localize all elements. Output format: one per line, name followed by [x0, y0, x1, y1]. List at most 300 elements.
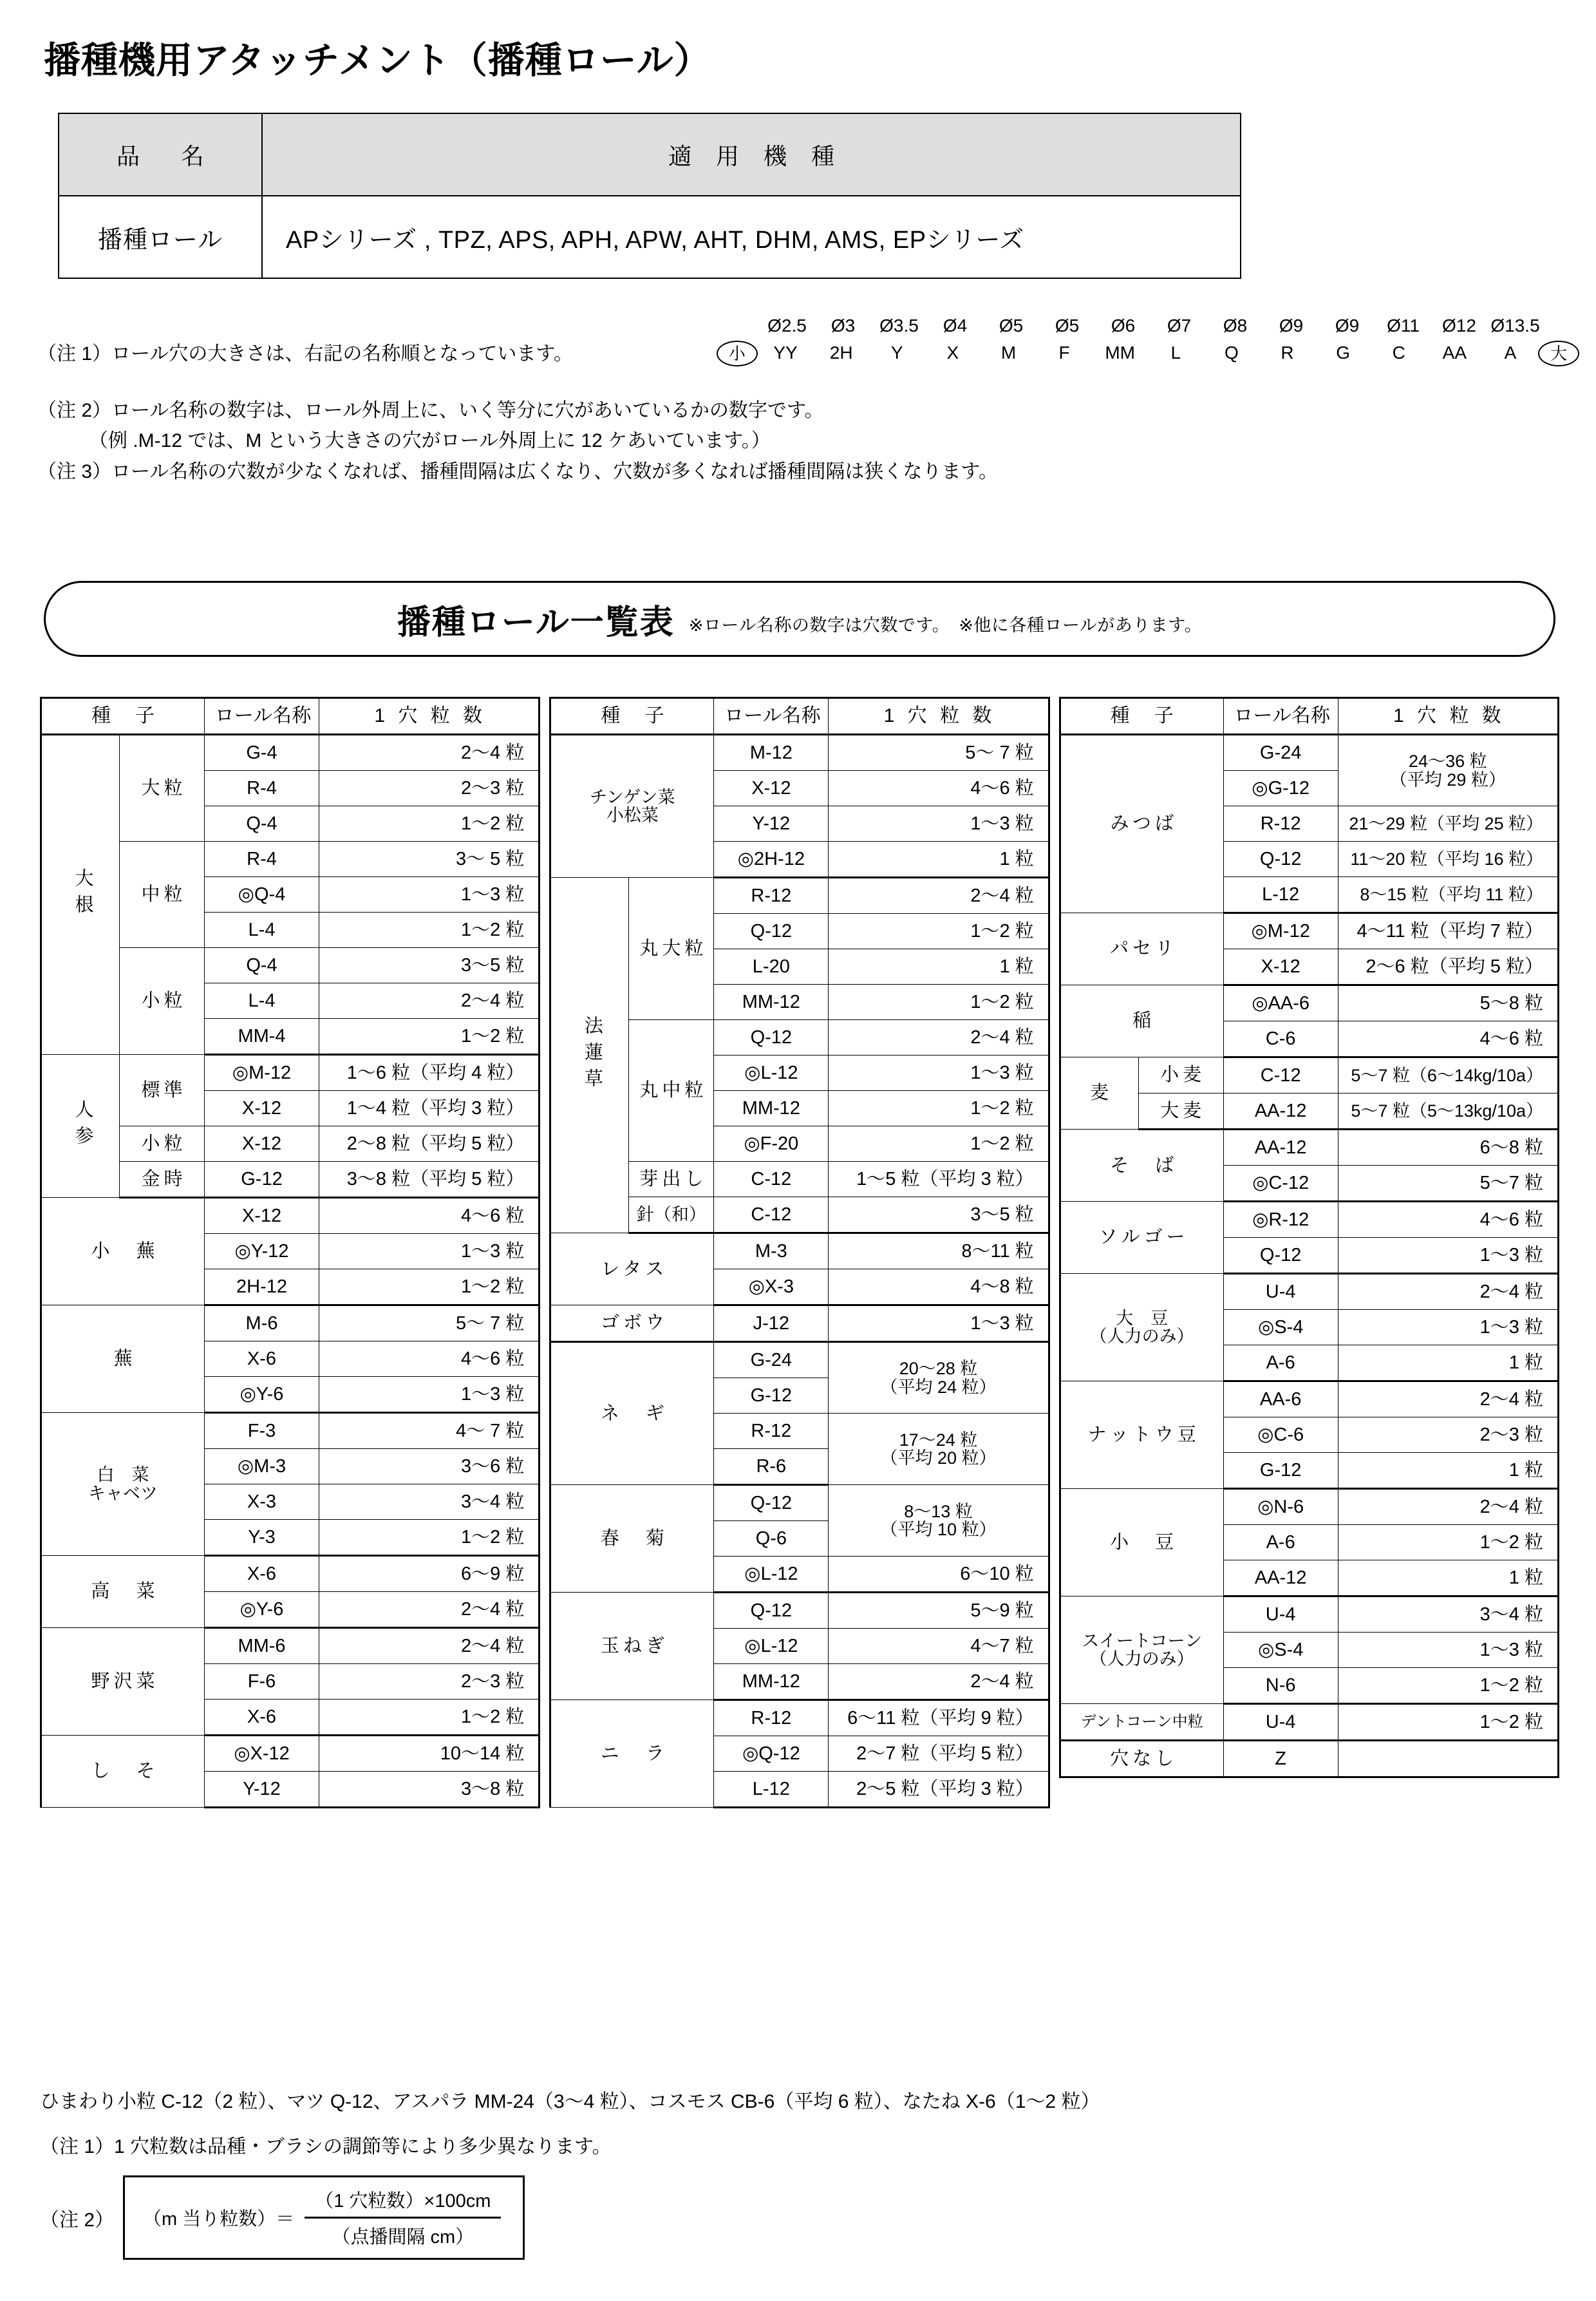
- roll-name-cell: Y-12: [205, 1772, 319, 1808]
- seed-name-cell: 小 豆: [1060, 1489, 1223, 1596]
- seed-name-cell: パセリ: [1060, 913, 1223, 985]
- banner-title: 播種ロール一覧表: [397, 603, 675, 641]
- seeds-per-hole-cell: 1 粒: [1338, 1453, 1558, 1489]
- seeds-per-hole-cell: 2〜4 粒: [319, 1592, 540, 1628]
- seeds-per-hole-cell: 1〜3 粒: [319, 1377, 540, 1413]
- roll-name-cell: L-4: [205, 983, 319, 1019]
- letter-value: 2H: [829, 343, 853, 363]
- footer-note-1: （注 1）1 穴粒数は品種・ブラシの調節等により多少異なります。: [40, 2136, 612, 2157]
- seeds-per-hole-cell: 11〜20 粒（平均 16 粒）: [1338, 842, 1558, 877]
- roll-name-cell: Q-6: [714, 1521, 829, 1557]
- roll-name-cell: R-4: [205, 771, 319, 806]
- seeds-per-hole-cell: 4〜6 粒: [1338, 1021, 1558, 1057]
- roll-name-cell: U-4: [1223, 1274, 1338, 1310]
- letter-value: MM: [1105, 343, 1136, 363]
- diameter-value: Ø13.5: [1490, 316, 1540, 336]
- seeds-per-hole-cell: 1〜2 粒: [319, 913, 540, 948]
- seeds-per-hole-cell: 1〜6 粒（平均 4 粒）: [319, 1055, 540, 1091]
- roll-name-cell: MM-6: [205, 1628, 319, 1664]
- letter-value: Q: [1225, 343, 1239, 363]
- roll-row: [41, 735, 540, 771]
- roll-name-cell: X-12: [205, 1198, 319, 1234]
- roll-name-cell: C-12: [1223, 1057, 1338, 1094]
- seed-name-cell: 穴なし: [1060, 1741, 1223, 1777]
- seeds-per-hole-cell: 5〜7 粒: [1338, 1166, 1558, 1202]
- roll-name-cell: AA-6: [1223, 1381, 1338, 1417]
- header-seeds-per-hole: 1 穴 粒 数: [829, 698, 1049, 735]
- seed-name-cell: ニ ラ: [550, 1700, 714, 1808]
- roll-name-cell: ◎C-6: [1223, 1417, 1338, 1453]
- seed-name-cell: レタス: [550, 1233, 714, 1305]
- roll-name-cell: ◎Y-6: [205, 1377, 319, 1413]
- seeds-per-hole-cell: 1〜2 粒: [1338, 1525, 1558, 1560]
- seeds-per-hole-cell: 2〜4 粒: [829, 1020, 1049, 1056]
- roll-name-cell: X-12: [714, 771, 829, 806]
- seeds-per-hole-cell: 3〜6 粒: [319, 1449, 540, 1484]
- roll-row: [1060, 913, 1558, 949]
- roll-name-cell: L-12: [1223, 877, 1338, 913]
- seed-name-cell: 玉ねぎ: [550, 1593, 714, 1700]
- seed-name-cell: そ ば: [1060, 1130, 1223, 1202]
- roll-name-cell: MM-12: [714, 1091, 829, 1126]
- seeds-per-hole-cell: 2〜4 粒: [1338, 1381, 1558, 1417]
- seeds-per-hole-cell: 2〜3 粒: [319, 771, 540, 806]
- roll-name-cell: R-6: [714, 1449, 829, 1485]
- footer-extra-seeds: ひまわり小粒 C-12（2 粒）、マツ Q-12、アスパラ MM-24（3〜4 粒）、コスモス CB-6（平均 6 粒）、なたね X-6（1〜2 粒）: [40, 2091, 1100, 2112]
- seeds-per-hole-cell: 4〜6 粒: [319, 1341, 540, 1377]
- roll-name-cell: C-6: [1223, 1021, 1338, 1057]
- roll-name-cell: 2H-12: [205, 1269, 319, 1305]
- roll-name-cell: ◎AA-6: [1223, 985, 1338, 1021]
- seeds-per-hole-cell: 10〜14 粒: [319, 1736, 540, 1772]
- roll-table-header-row: [41, 698, 540, 735]
- seeds-per-hole-cell: 1〜3 粒: [1338, 1310, 1558, 1345]
- roll-name-cell: R-12: [714, 878, 829, 914]
- seeds-per-hole-cell: 1 粒: [829, 842, 1049, 878]
- seeds-per-hole-cell: 1〜2 粒: [319, 1269, 540, 1305]
- diameter-value: Ø9: [1279, 316, 1304, 336]
- seed-name-cell: チンゲン菜 小松菜: [550, 735, 714, 878]
- roll-list-banner: [44, 581, 1555, 657]
- roll-name-cell: G-24: [714, 1342, 829, 1378]
- formula-numerator: （1 穴粒数）×100cm: [305, 2186, 501, 2219]
- seed-subcategory-cell: 小粒: [120, 948, 205, 1055]
- roll-name-cell: N-6: [1223, 1668, 1338, 1704]
- seed-name-cell: 小 蕪: [41, 1198, 205, 1305]
- footer-formula-block: [40, 2175, 1572, 2260]
- roll-name-cell: R-4: [205, 842, 319, 877]
- roll-name-cell: U-4: [1223, 1596, 1338, 1633]
- roll-name-cell: A-6: [1223, 1525, 1338, 1560]
- seeds-per-hole-cell: 1 粒: [1338, 1345, 1558, 1381]
- letter-value: G: [1336, 343, 1351, 363]
- seeds-per-hole-cell: 1〜3 粒: [829, 1056, 1049, 1091]
- seed-name-vertical: 法蓮草: [581, 1015, 603, 1095]
- diameter-value: Ø6: [1111, 316, 1136, 336]
- table-header-row: [59, 113, 1241, 196]
- seeds-per-hole-cell: 5〜9 粒: [829, 1593, 1049, 1629]
- roll-row: [41, 1556, 540, 1592]
- roll-name-cell: ◎G-12: [1223, 771, 1338, 806]
- roll-name-cell: R-12: [714, 1700, 829, 1736]
- seeds-per-hole-cell: 2〜4 粒: [829, 878, 1049, 914]
- seeds-per-hole-cell: 1 粒: [829, 949, 1049, 985]
- roll-row: [550, 1233, 1049, 1269]
- seeds-per-hole-cell: 5〜7 粒（6〜14kg/10a）: [1338, 1057, 1558, 1094]
- diameter-value: Ø11: [1387, 316, 1420, 336]
- small-size-marker: 小: [717, 341, 758, 366]
- roll-name-cell: R-12: [714, 1414, 829, 1449]
- seeds-per-hole-cell: 1〜5 粒（平均 3 粒）: [829, 1162, 1049, 1197]
- roll-row: [41, 1198, 540, 1234]
- roll-name-cell: M-6: [205, 1305, 319, 1341]
- roll-row: [41, 1628, 540, 1664]
- seeds-per-hole-cell: 2〜3 粒: [319, 1664, 540, 1700]
- letter-value: AA: [1442, 343, 1467, 363]
- roll-table-middle: [549, 697, 1049, 1808]
- seed-name-cell: ナットウ豆: [1060, 1381, 1223, 1489]
- seeds-per-hole-cell: 1〜4 粒（平均 3 粒）: [319, 1091, 540, 1126]
- roll-name-cell: ◎L-12: [714, 1557, 829, 1593]
- roll-name-cell: ◎L-12: [714, 1056, 829, 1091]
- seeds-per-hole-cell: 2〜6 粒（平均 5 粒）: [1338, 949, 1558, 985]
- roll-name-cell: X-6: [205, 1556, 319, 1592]
- roll-row: [41, 1413, 540, 1449]
- header-roll-name: ロール名称: [1223, 698, 1338, 735]
- diameter-value: Ø12: [1442, 316, 1476, 336]
- roll-name-cell: G-12: [714, 1378, 829, 1414]
- roll-name-cell: ◎Y-6: [205, 1592, 319, 1628]
- roll-table-header-row: [1060, 698, 1558, 735]
- seed-name-cell: 麦: [1060, 1057, 1138, 1130]
- seeds-per-hole-cell: 1〜3 粒: [829, 1305, 1049, 1342]
- roll-name-cell: Z: [1223, 1741, 1338, 1777]
- roll-row: [1060, 735, 1558, 771]
- seed-name-cell: [41, 735, 120, 1055]
- roll-name-cell: MM-12: [714, 985, 829, 1020]
- roll-name-cell: ◎Q-4: [205, 877, 319, 913]
- roll-name-cell: MM-4: [205, 1019, 319, 1055]
- roll-name-cell: AA-12: [1223, 1130, 1338, 1166]
- roll-name-cell: ◎F-20: [714, 1126, 829, 1162]
- seeds-per-hole-cell: 1〜3 粒: [319, 877, 540, 913]
- seed-name-cell: 蕪: [41, 1305, 205, 1413]
- roll-name-cell: ◎X-3: [714, 1269, 829, 1305]
- roll-name-cell: G-12: [1223, 1453, 1338, 1489]
- seeds-per-hole-cell: 2〜4 粒: [319, 983, 540, 1019]
- roll-name-cell: Q-12: [714, 1485, 829, 1521]
- seed-name-cell: デントコーン中粒: [1060, 1704, 1223, 1741]
- letter-value: YY: [773, 343, 798, 363]
- roll-name-cell: Q-12: [1223, 842, 1338, 877]
- seeds-per-hole-cell: 4〜7 粒: [829, 1629, 1049, 1664]
- seeds-per-hole-cell: 1〜2 粒: [829, 985, 1049, 1020]
- seeds-per-hole-cell: 2〜4 粒: [1338, 1489, 1558, 1525]
- roll-name-cell: MM-12: [714, 1664, 829, 1700]
- seeds-per-hole-cell: 4〜6 粒: [319, 1198, 540, 1234]
- roll-row: [1060, 1202, 1558, 1238]
- seeds-per-hole-cell: 1〜2 粒: [319, 1019, 540, 1055]
- roll-table-header-row: [550, 698, 1049, 735]
- roll-row: [1060, 1130, 1558, 1166]
- seeds-per-hole-cell: 20〜28 粒 （平均 24 粒）: [829, 1342, 1049, 1414]
- seed-subcategory-cell: 大麦: [1138, 1094, 1223, 1130]
- seed-name-cell: 白 菜 キャベツ: [41, 1413, 205, 1556]
- seeds-per-hole-cell: 17〜24 粒 （平均 20 粒）: [829, 1414, 1049, 1485]
- roll-name-cell: ◎N-6: [1223, 1489, 1338, 1525]
- roll-row: [550, 1485, 1049, 1521]
- letter-value: Y: [890, 343, 903, 363]
- seeds-per-hole-cell: 2〜8 粒（平均 5 粒）: [319, 1126, 540, 1162]
- seeds-per-hole-cell: 3〜8 粒: [319, 1772, 540, 1808]
- roll-name-cell: U-4: [1223, 1704, 1338, 1741]
- roll-name-cell: G-24: [1223, 735, 1338, 771]
- roll-row: [550, 735, 1049, 771]
- roll-row: [1060, 985, 1558, 1021]
- roll-list-column-1: [40, 697, 540, 1808]
- roll-name-cell: ◎L-12: [714, 1629, 829, 1664]
- table-row: [59, 196, 1241, 278]
- letter-value: F: [1058, 343, 1070, 363]
- roll-name-cell: X-6: [205, 1700, 319, 1736]
- roll-name-cell: ◎C-12: [1223, 1166, 1338, 1202]
- roll-name-cell: Q-4: [205, 806, 319, 842]
- seed-name-cell: [550, 878, 629, 1233]
- roll-row: [1060, 1489, 1558, 1525]
- seeds-per-hole-cell: 1〜2 粒: [319, 806, 540, 842]
- letter-value: A: [1504, 343, 1517, 363]
- roll-name-cell: X-6: [205, 1341, 319, 1377]
- note-2-example: （例 .M-12 では、M という大きさの穴がロール外周上に 12 ケあいています。）: [89, 430, 771, 452]
- diameter-value: Ø5: [1055, 316, 1080, 336]
- roll-row: [41, 1736, 540, 1772]
- diameter-row: [717, 314, 1579, 338]
- roll-name-cell: Q-12: [714, 1593, 829, 1629]
- roll-name-cell: L-4: [205, 913, 319, 948]
- roll-row: [41, 1305, 540, 1341]
- roll-name-cell: AA-12: [1223, 1094, 1338, 1130]
- roll-name-cell: Q-12: [714, 914, 829, 949]
- roll-name-cell: C-12: [714, 1162, 829, 1197]
- roll-name-cell: G-12: [205, 1162, 319, 1198]
- roll-name-cell: L-12: [714, 1772, 829, 1808]
- header-applicable-models: 適 用 機 種: [262, 113, 1241, 196]
- seed-name-cell: 高 菜: [41, 1556, 205, 1628]
- diameter-value: Ø3: [831, 316, 856, 336]
- seeds-per-hole-cell: 24〜36 粒 （平均 29 粒）: [1338, 735, 1558, 806]
- formula-denominator: （点播間隔 cm）: [332, 2227, 474, 2248]
- large-size-marker: 大: [1538, 341, 1579, 366]
- roll-row: [550, 1305, 1049, 1342]
- roll-row: [1060, 1596, 1558, 1633]
- seeds-per-hole-cell: 5〜7 粒（5〜13kg/10a）: [1338, 1094, 1558, 1130]
- seed-name-cell: みつば: [1060, 735, 1223, 913]
- seed-name-cell: ネ ギ: [550, 1342, 714, 1485]
- seed-subcategory-cell: 小麦: [1138, 1057, 1223, 1094]
- formula-fraction: [305, 2186, 501, 2249]
- seeds-per-hole-cell: 1〜2 粒: [319, 1700, 540, 1736]
- seeds-per-hole-cell: 2〜3 粒: [1338, 1417, 1558, 1453]
- roll-name-cell: ◎X-12: [205, 1736, 319, 1772]
- seeds-per-hole-cell: 5〜 7 粒: [319, 1305, 540, 1341]
- seeds-per-hole-cell: 8〜15 粒（平均 11 粒）: [1338, 877, 1558, 913]
- letter-value: X: [946, 343, 959, 363]
- diameter-value: Ø2.5: [767, 316, 807, 336]
- roll-name-cell: ◎Q-12: [714, 1736, 829, 1772]
- seeds-per-hole-cell: 1 粒: [1338, 1560, 1558, 1596]
- roll-row: [1060, 1057, 1558, 1094]
- seed-name-cell: ソルゴー: [1060, 1202, 1223, 1274]
- roll-name-cell: F-6: [205, 1664, 319, 1700]
- seeds-per-hole-cell: 1〜3 粒: [829, 806, 1049, 842]
- seed-name-cell: スイートコーン （人力のみ）: [1060, 1596, 1223, 1704]
- roll-name-cell: J-12: [714, 1305, 829, 1342]
- roll-name-cell: Y-3: [205, 1520, 319, 1556]
- seeds-per-hole-cell: 21〜29 粒（平均 25 粒）: [1338, 806, 1558, 842]
- roll-name-cell: F-3: [205, 1413, 319, 1449]
- seed-name-vertical: 人参: [72, 1099, 93, 1153]
- seeds-per-hole-cell: 1〜2 粒: [319, 1520, 540, 1556]
- roll-name-cell: ◎Y-12: [205, 1234, 319, 1269]
- letter-value: M: [1000, 343, 1017, 363]
- seed-name-cell: 野沢菜: [41, 1628, 205, 1736]
- roll-name-cell: L-20: [714, 949, 829, 985]
- roll-row: [550, 1593, 1049, 1629]
- diameter-value: Ø5: [999, 316, 1024, 336]
- roll-name-cell: X-3: [205, 1484, 319, 1520]
- roll-list-columns: [40, 697, 1559, 1808]
- seeds-per-hole-cell: 6〜8 粒: [1338, 1130, 1558, 1166]
- seeds-per-hole-cell: 1〜3 粒: [319, 1234, 540, 1269]
- seed-name-cell: 大 豆 （人力のみ）: [1060, 1274, 1223, 1381]
- seeds-per-hole-cell: 6〜11 粒（平均 9 粒）: [829, 1700, 1049, 1736]
- seeds-per-hole-cell: 2〜4 粒: [829, 1664, 1049, 1700]
- roll-row: [550, 1342, 1049, 1378]
- seeds-per-hole-cell: 3〜5 粒: [829, 1197, 1049, 1233]
- seeds-per-hole-cell: 3〜8 粒（平均 5 粒）: [319, 1162, 540, 1198]
- roll-table-right: [1059, 697, 1559, 1778]
- diameter-value: Ø7: [1167, 316, 1192, 336]
- seeds-per-hole-cell: 5〜8 粒: [1338, 985, 1558, 1021]
- note-3: （注 3）ロール名称の穴数が少なくなれば、播種間隔は広くなり、穴数が多くなれば播種間隔は狭くなります。: [37, 460, 999, 482]
- roll-row: [550, 878, 1049, 914]
- roll-name-cell: G-4: [205, 735, 319, 771]
- seed-subcategory-cell: 大粒: [120, 735, 205, 842]
- header-seed: 種 子: [41, 698, 205, 735]
- seeds-per-hole-cell: 1〜3 粒: [1338, 1238, 1558, 1274]
- seed-subcategory-cell: 金時: [120, 1162, 205, 1198]
- seed-subcategory-cell: 丸大粒: [629, 878, 714, 1020]
- seeds-per-hole-cell: 4〜11 粒（平均 7 粒）: [1338, 913, 1558, 949]
- seeds-per-hole-cell: 2〜7 粒（平均 5 粒）: [829, 1736, 1049, 1772]
- top-notes-block: [37, 316, 1570, 489]
- roll-name-cell: ◎R-12: [1223, 1202, 1338, 1238]
- header-seeds-per-hole: 1 穴 粒 数: [1338, 698, 1558, 735]
- header-seed: 種 子: [1060, 698, 1223, 735]
- diameter-value: Ø8: [1223, 316, 1248, 336]
- banner-subtitle: ※ロール名称の数字は穴数です。 ※他に各種ロールがあります。: [688, 615, 1203, 635]
- seed-name-cell: ゴボウ: [550, 1305, 714, 1342]
- seeds-per-hole-cell: 2〜4 粒: [319, 735, 540, 771]
- roll-name-cell: M-12: [714, 735, 829, 771]
- seeds-per-hole-cell: 1〜2 粒: [829, 914, 1049, 949]
- seeds-per-hole-cell: 1〜2 粒: [829, 1091, 1049, 1126]
- seeds-per-hole-cell: 3〜4 粒: [1338, 1596, 1558, 1633]
- letter-value: R: [1281, 343, 1294, 363]
- applicable-models-cell: APシリーズ , TPZ, APS, APH, APW, AHT, DHM, AMS, EPシリーズ: [262, 196, 1241, 278]
- seeds-per-hole-cell: 1〜2 粒: [1338, 1668, 1558, 1704]
- seed-subcategory-cell: 芽出し: [629, 1162, 714, 1197]
- roll-name-cell: Q-12: [714, 1020, 829, 1056]
- seeds-per-hole-cell: 1〜3 粒: [1338, 1633, 1558, 1668]
- footer-notes: [40, 2085, 1572, 2260]
- seed-name-cell: 稲: [1060, 985, 1223, 1057]
- roll-name-cell: ◎S-4: [1223, 1310, 1338, 1345]
- roll-name-cell: AA-12: [1223, 1560, 1338, 1596]
- seeds-per-hole-cell: 4〜 7 粒: [319, 1413, 540, 1449]
- letter-value: L: [1170, 343, 1181, 363]
- seeds-per-hole-cell: [1338, 1741, 1558, 1777]
- seed-subcategory-cell: 小粒: [120, 1126, 205, 1162]
- seed-subcategory-cell: 針（和）: [629, 1197, 714, 1233]
- roll-name-cell: ◎2H-12: [714, 842, 829, 878]
- roll-row: [1060, 1704, 1558, 1741]
- roll-row: [1060, 1274, 1558, 1310]
- roll-list-column-2: [549, 697, 1049, 1808]
- roll-row: [41, 1055, 540, 1091]
- diameter-value: Ø3.5: [879, 316, 919, 336]
- seeds-per-hole-cell: 4〜6 粒: [1338, 1202, 1558, 1238]
- seeds-per-hole-cell: 8〜13 粒 （平均 10 粒）: [829, 1485, 1049, 1557]
- seed-name-vertical: 大根: [72, 868, 93, 922]
- roll-name-cell: X-12: [205, 1091, 319, 1126]
- seed-subcategory-cell: 標準: [120, 1055, 205, 1126]
- roll-name-cell: X-12: [1223, 949, 1338, 985]
- roll-name-cell: ◎M-12: [1223, 913, 1338, 949]
- seeds-per-hole-cell: 2〜4 粒: [1338, 1274, 1558, 1310]
- header-product-name: 品 名: [59, 113, 262, 196]
- page-title: 播種機用アタッチメント（播種ロール）: [44, 40, 711, 81]
- seed-name-cell: し そ: [41, 1736, 205, 1808]
- seeds-per-hole-cell: 2〜4 粒: [319, 1628, 540, 1664]
- formula-left-side: （m 当り粒数）＝: [143, 2209, 295, 2230]
- roll-table-left: [40, 697, 540, 1808]
- seeds-per-hole-cell: 3〜4 粒: [319, 1484, 540, 1520]
- roll-name-cell: Q-12: [1223, 1238, 1338, 1274]
- letter-value: C: [1392, 343, 1405, 363]
- roll-row: [550, 1700, 1049, 1736]
- seeds-per-hole-cell: 2〜5 粒（平均 3 粒）: [829, 1772, 1049, 1808]
- seeds-per-hole-cell: 1〜2 粒: [829, 1126, 1049, 1162]
- seeds-per-hole-cell: 4〜6 粒: [829, 771, 1049, 806]
- roll-name-cell: C-12: [714, 1197, 829, 1233]
- seeds-per-hole-cell: 4〜8 粒: [829, 1269, 1049, 1305]
- product-name-cell: 播種ロール: [59, 196, 262, 278]
- roll-row: [1060, 1741, 1558, 1777]
- formula-box: [123, 2175, 525, 2260]
- seeds-per-hole-cell: 6〜9 粒: [319, 1556, 540, 1592]
- seed-name-cell: [41, 1055, 120, 1198]
- seeds-per-hole-cell: 3〜5 粒: [319, 948, 540, 983]
- footer-note-2-label: （注 2）: [40, 2209, 115, 2231]
- roll-name-cell: A-6: [1223, 1345, 1338, 1381]
- diameter-value: Ø9: [1335, 316, 1360, 336]
- roll-name-cell: X-12: [205, 1126, 319, 1162]
- roll-row: [1060, 1381, 1558, 1417]
- header-roll-name: ロール名称: [714, 698, 829, 735]
- seed-name-cell: 春 菊: [550, 1485, 714, 1593]
- seeds-per-hole-cell: 5〜 7 粒: [829, 735, 1049, 771]
